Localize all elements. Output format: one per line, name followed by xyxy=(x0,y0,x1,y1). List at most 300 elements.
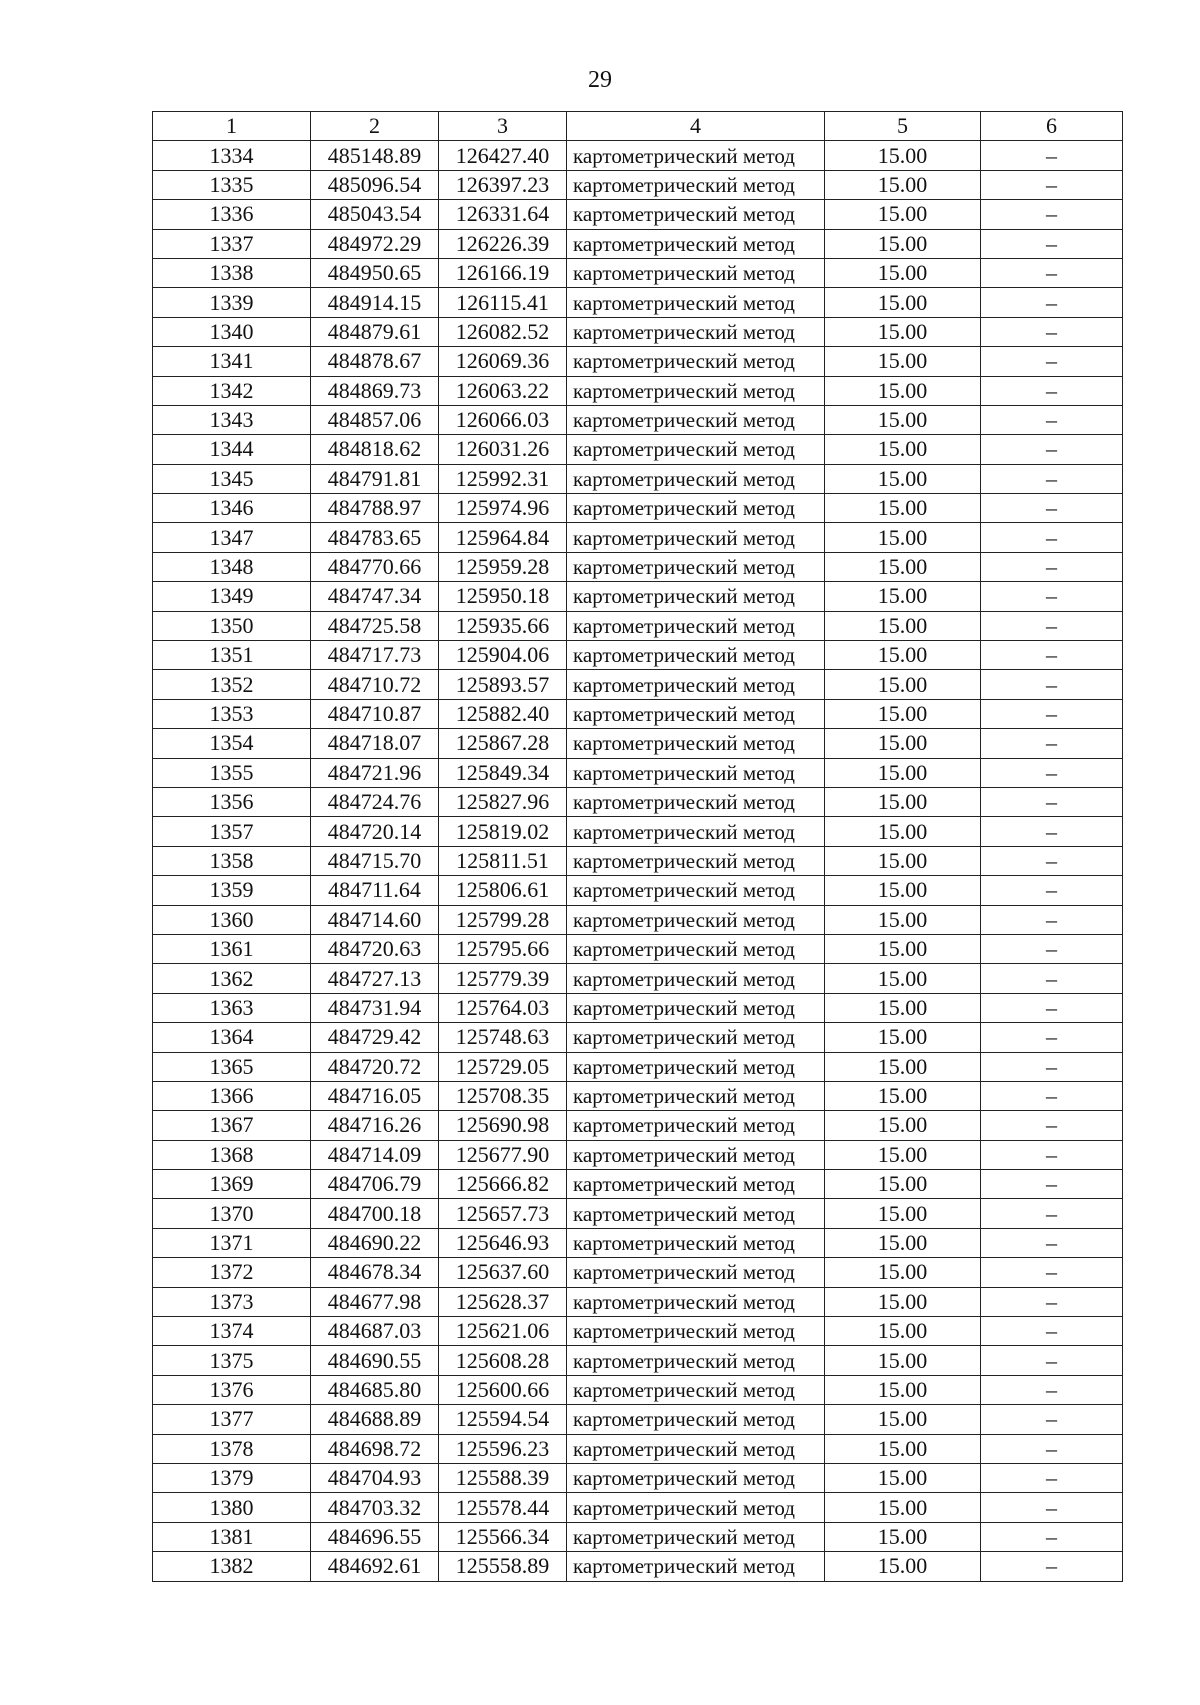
y-coordinate-cell: 125959.28 xyxy=(439,552,567,581)
y-coordinate-cell: 125657.73 xyxy=(439,1199,567,1228)
point-number-cell: 1376 xyxy=(153,1375,311,1404)
y-coordinate-cell: 126063.22 xyxy=(439,376,567,405)
x-coordinate-cell: 484692.61 xyxy=(311,1552,439,1581)
table-row xyxy=(153,611,1123,640)
description-cell: – xyxy=(981,1317,1123,1346)
table-row xyxy=(153,1552,1123,1581)
method-cell: картометрический метод xyxy=(567,523,825,552)
description-cell: – xyxy=(981,1081,1123,1110)
method-cell: картометрический метод xyxy=(567,1111,825,1140)
description-cell: – xyxy=(981,611,1123,640)
point-number-cell: 1371 xyxy=(153,1228,311,1257)
point-number-cell: 1343 xyxy=(153,405,311,434)
description-cell: – xyxy=(981,758,1123,787)
accuracy-cell: 15.00 xyxy=(825,523,981,552)
y-coordinate-cell: 126031.26 xyxy=(439,435,567,464)
table-row xyxy=(153,1170,1123,1199)
y-coordinate-cell: 125594.54 xyxy=(439,1405,567,1434)
x-coordinate-cell: 484950.65 xyxy=(311,258,439,287)
method-cell: картометрический метод xyxy=(567,641,825,670)
description-cell: – xyxy=(981,1111,1123,1140)
x-coordinate-cell: 484724.76 xyxy=(311,787,439,816)
accuracy-cell: 15.00 xyxy=(825,729,981,758)
table-row xyxy=(153,641,1123,670)
column-header-1: 1 xyxy=(153,112,311,141)
table-row xyxy=(153,229,1123,258)
point-number-cell: 1353 xyxy=(153,699,311,728)
x-coordinate-cell: 484690.22 xyxy=(311,1228,439,1257)
y-coordinate-cell: 125799.28 xyxy=(439,905,567,934)
table-row xyxy=(153,758,1123,787)
method-cell: картометрический метод xyxy=(567,1170,825,1199)
y-coordinate-cell: 125748.63 xyxy=(439,1023,567,1052)
accuracy-cell: 15.00 xyxy=(825,1140,981,1169)
x-coordinate-cell: 484770.66 xyxy=(311,552,439,581)
accuracy-cell: 15.00 xyxy=(825,1405,981,1434)
description-cell: – xyxy=(981,1346,1123,1375)
point-number-cell: 1362 xyxy=(153,964,311,993)
point-number-cell: 1361 xyxy=(153,934,311,963)
y-coordinate-cell: 126166.19 xyxy=(439,258,567,287)
description-cell: – xyxy=(981,494,1123,523)
table-row xyxy=(153,729,1123,758)
table-row xyxy=(153,258,1123,287)
accuracy-cell: 15.00 xyxy=(825,1434,981,1463)
x-coordinate-cell: 484878.67 xyxy=(311,347,439,376)
table-row xyxy=(153,817,1123,846)
x-coordinate-cell: 484711.64 xyxy=(311,876,439,905)
description-cell: – xyxy=(981,582,1123,611)
column-header-3: 3 xyxy=(439,112,567,141)
description-cell: – xyxy=(981,229,1123,258)
point-number-cell: 1372 xyxy=(153,1258,311,1287)
table-row xyxy=(153,787,1123,816)
accuracy-cell: 15.00 xyxy=(825,317,981,346)
accuracy-cell: 15.00 xyxy=(825,1228,981,1257)
x-coordinate-cell: 484715.70 xyxy=(311,846,439,875)
accuracy-cell: 15.00 xyxy=(825,817,981,846)
description-cell: – xyxy=(981,405,1123,434)
point-number-cell: 1378 xyxy=(153,1434,311,1463)
method-cell: картометрический метод xyxy=(567,1258,825,1287)
y-coordinate-cell: 126226.39 xyxy=(439,229,567,258)
accuracy-cell: 15.00 xyxy=(825,1287,981,1316)
y-coordinate-cell: 125621.06 xyxy=(439,1317,567,1346)
y-coordinate-cell: 125628.37 xyxy=(439,1287,567,1316)
x-coordinate-cell: 484720.63 xyxy=(311,934,439,963)
x-coordinate-cell: 484818.62 xyxy=(311,435,439,464)
table-row xyxy=(153,699,1123,728)
point-number-cell: 1366 xyxy=(153,1081,311,1110)
accuracy-cell: 15.00 xyxy=(825,846,981,875)
description-cell: – xyxy=(981,1522,1123,1551)
point-number-cell: 1374 xyxy=(153,1317,311,1346)
point-number-cell: 1377 xyxy=(153,1405,311,1434)
description-cell: – xyxy=(981,905,1123,934)
y-coordinate-cell: 125950.18 xyxy=(439,582,567,611)
method-cell: картометрический метод xyxy=(567,787,825,816)
method-cell: картометрический метод xyxy=(567,200,825,229)
method-cell: картометрический метод xyxy=(567,699,825,728)
table-row xyxy=(153,141,1123,170)
x-coordinate-cell: 484698.72 xyxy=(311,1434,439,1463)
method-cell: картометрический метод xyxy=(567,1023,825,1052)
point-number-cell: 1381 xyxy=(153,1522,311,1551)
method-cell: картометрический метод xyxy=(567,1405,825,1434)
table-row xyxy=(153,1258,1123,1287)
description-cell: – xyxy=(981,993,1123,1022)
method-cell: картометрический метод xyxy=(567,1140,825,1169)
table-row xyxy=(153,1111,1123,1140)
description-cell: – xyxy=(981,170,1123,199)
y-coordinate-cell: 126427.40 xyxy=(439,141,567,170)
page-number: 29 xyxy=(588,67,612,93)
table-row xyxy=(153,964,1123,993)
method-cell: картометрический метод xyxy=(567,846,825,875)
accuracy-cell: 15.00 xyxy=(825,993,981,1022)
description-cell: – xyxy=(981,699,1123,728)
point-number-cell: 1364 xyxy=(153,1023,311,1052)
description-cell: – xyxy=(981,1463,1123,1492)
accuracy-cell: 15.00 xyxy=(825,699,981,728)
y-coordinate-cell: 125974.96 xyxy=(439,494,567,523)
y-coordinate-cell: 125596.23 xyxy=(439,1434,567,1463)
x-coordinate-cell: 484706.79 xyxy=(311,1170,439,1199)
method-cell: картометрический метод xyxy=(567,876,825,905)
method-cell: картометрический метод xyxy=(567,552,825,581)
accuracy-cell: 15.00 xyxy=(825,1375,981,1404)
table-row xyxy=(153,288,1123,317)
accuracy-cell: 15.00 xyxy=(825,405,981,434)
y-coordinate-cell: 126066.03 xyxy=(439,405,567,434)
method-cell: картометрический метод xyxy=(567,258,825,287)
point-number-cell: 1341 xyxy=(153,347,311,376)
point-number-cell: 1345 xyxy=(153,464,311,493)
x-coordinate-cell: 484747.34 xyxy=(311,582,439,611)
method-cell: картометрический метод xyxy=(567,611,825,640)
method-cell: картометрический метод xyxy=(567,317,825,346)
accuracy-cell: 15.00 xyxy=(825,1081,981,1110)
table-row xyxy=(153,1228,1123,1257)
point-number-cell: 1354 xyxy=(153,729,311,758)
point-number-cell: 1363 xyxy=(153,993,311,1022)
x-coordinate-cell: 484704.93 xyxy=(311,1463,439,1492)
method-cell: картометрический метод xyxy=(567,1052,825,1081)
point-number-cell: 1368 xyxy=(153,1140,311,1169)
accuracy-cell: 15.00 xyxy=(825,1170,981,1199)
point-number-cell: 1334 xyxy=(153,141,311,170)
point-number-cell: 1348 xyxy=(153,552,311,581)
accuracy-cell: 15.00 xyxy=(825,435,981,464)
description-cell: – xyxy=(981,670,1123,699)
y-coordinate-cell: 126082.52 xyxy=(439,317,567,346)
description-cell: – xyxy=(981,964,1123,993)
method-cell: картометрический метод xyxy=(567,1228,825,1257)
point-number-cell: 1359 xyxy=(153,876,311,905)
description-cell: – xyxy=(981,1434,1123,1463)
x-coordinate-cell: 484677.98 xyxy=(311,1287,439,1316)
y-coordinate-cell: 126069.36 xyxy=(439,347,567,376)
x-coordinate-cell: 484869.73 xyxy=(311,376,439,405)
method-cell: картометрический метод xyxy=(567,934,825,963)
table-row xyxy=(153,582,1123,611)
x-coordinate-cell: 484710.72 xyxy=(311,670,439,699)
table-row xyxy=(153,317,1123,346)
x-coordinate-cell: 485043.54 xyxy=(311,200,439,229)
y-coordinate-cell: 125558.89 xyxy=(439,1552,567,1581)
y-coordinate-cell: 125867.28 xyxy=(439,729,567,758)
x-coordinate-cell: 484710.87 xyxy=(311,699,439,728)
method-cell: картометрический метод xyxy=(567,1346,825,1375)
description-cell: – xyxy=(981,464,1123,493)
y-coordinate-cell: 125637.60 xyxy=(439,1258,567,1287)
y-coordinate-cell: 125811.51 xyxy=(439,846,567,875)
point-number-cell: 1350 xyxy=(153,611,311,640)
method-cell: картометрический метод xyxy=(567,1287,825,1316)
description-cell: – xyxy=(981,1140,1123,1169)
table-row xyxy=(153,376,1123,405)
y-coordinate-cell: 125729.05 xyxy=(439,1052,567,1081)
y-coordinate-cell: 125904.06 xyxy=(439,641,567,670)
y-coordinate-cell: 125608.28 xyxy=(439,1346,567,1375)
point-number-cell: 1373 xyxy=(153,1287,311,1316)
x-coordinate-cell: 484687.03 xyxy=(311,1317,439,1346)
accuracy-cell: 15.00 xyxy=(825,141,981,170)
y-coordinate-cell: 125600.66 xyxy=(439,1375,567,1404)
accuracy-cell: 15.00 xyxy=(825,494,981,523)
y-coordinate-cell: 125566.34 xyxy=(439,1522,567,1551)
point-number-cell: 1360 xyxy=(153,905,311,934)
table-row xyxy=(153,523,1123,552)
x-coordinate-cell: 484727.13 xyxy=(311,964,439,993)
point-number-cell: 1335 xyxy=(153,170,311,199)
accuracy-cell: 15.00 xyxy=(825,1023,981,1052)
x-coordinate-cell: 484729.42 xyxy=(311,1023,439,1052)
y-coordinate-cell: 125764.03 xyxy=(439,993,567,1022)
method-cell: картометрический метод xyxy=(567,1552,825,1581)
table-row xyxy=(153,552,1123,581)
point-number-cell: 1346 xyxy=(153,494,311,523)
x-coordinate-cell: 485148.89 xyxy=(311,141,439,170)
point-number-cell: 1349 xyxy=(153,582,311,611)
x-coordinate-cell: 484718.07 xyxy=(311,729,439,758)
x-coordinate-cell: 484678.34 xyxy=(311,1258,439,1287)
description-cell: – xyxy=(981,523,1123,552)
table-row xyxy=(153,1346,1123,1375)
y-coordinate-cell: 125690.98 xyxy=(439,1111,567,1140)
accuracy-cell: 15.00 xyxy=(825,641,981,670)
table-row xyxy=(153,670,1123,699)
table-row xyxy=(153,905,1123,934)
point-number-cell: 1358 xyxy=(153,846,311,875)
description-cell: – xyxy=(981,934,1123,963)
table-row xyxy=(153,347,1123,376)
point-number-cell: 1338 xyxy=(153,258,311,287)
method-cell: картометрический метод xyxy=(567,1375,825,1404)
point-number-cell: 1351 xyxy=(153,641,311,670)
method-cell: картометрический метод xyxy=(567,376,825,405)
x-coordinate-cell: 484688.89 xyxy=(311,1405,439,1434)
description-cell: – xyxy=(981,1287,1123,1316)
method-cell: картометрический метод xyxy=(567,1463,825,1492)
method-cell: картометрический метод xyxy=(567,905,825,934)
x-coordinate-cell: 484972.29 xyxy=(311,229,439,258)
y-coordinate-cell: 126115.41 xyxy=(439,288,567,317)
method-cell: картометрический метод xyxy=(567,582,825,611)
table-row xyxy=(153,1317,1123,1346)
header-row xyxy=(153,112,1123,141)
description-cell: – xyxy=(981,200,1123,229)
x-coordinate-cell: 484788.97 xyxy=(311,494,439,523)
accuracy-cell: 15.00 xyxy=(825,758,981,787)
accuracy-cell: 15.00 xyxy=(825,200,981,229)
description-cell: – xyxy=(981,288,1123,317)
accuracy-cell: 15.00 xyxy=(825,582,981,611)
x-coordinate-cell: 485096.54 xyxy=(311,170,439,199)
accuracy-cell: 15.00 xyxy=(825,876,981,905)
description-cell: – xyxy=(981,258,1123,287)
description-cell: – xyxy=(981,641,1123,670)
y-coordinate-cell: 125935.66 xyxy=(439,611,567,640)
y-coordinate-cell: 125779.39 xyxy=(439,964,567,993)
y-coordinate-cell: 125708.35 xyxy=(439,1081,567,1110)
description-cell: – xyxy=(981,317,1123,346)
table-row xyxy=(153,435,1123,464)
x-coordinate-cell: 484696.55 xyxy=(311,1522,439,1551)
point-number-cell: 1367 xyxy=(153,1111,311,1140)
table-body xyxy=(153,141,1123,1581)
x-coordinate-cell: 484717.73 xyxy=(311,641,439,670)
description-cell: – xyxy=(981,787,1123,816)
accuracy-cell: 15.00 xyxy=(825,288,981,317)
accuracy-cell: 15.00 xyxy=(825,964,981,993)
table-row xyxy=(153,170,1123,199)
x-coordinate-cell: 484720.72 xyxy=(311,1052,439,1081)
accuracy-cell: 15.00 xyxy=(825,1552,981,1581)
accuracy-cell: 15.00 xyxy=(825,1346,981,1375)
method-cell: картометрический метод xyxy=(567,993,825,1022)
accuracy-cell: 15.00 xyxy=(825,170,981,199)
point-number-cell: 1342 xyxy=(153,376,311,405)
accuracy-cell: 15.00 xyxy=(825,611,981,640)
y-coordinate-cell: 125819.02 xyxy=(439,817,567,846)
description-cell: – xyxy=(981,141,1123,170)
point-number-cell: 1375 xyxy=(153,1346,311,1375)
y-coordinate-cell: 126397.23 xyxy=(439,170,567,199)
point-number-cell: 1347 xyxy=(153,523,311,552)
point-number-cell: 1382 xyxy=(153,1552,311,1581)
method-cell: картометрический метод xyxy=(567,347,825,376)
point-number-cell: 1337 xyxy=(153,229,311,258)
method-cell: картометрический метод xyxy=(567,1317,825,1346)
description-cell: – xyxy=(981,876,1123,905)
table-row xyxy=(153,993,1123,1022)
table-row xyxy=(153,1287,1123,1316)
y-coordinate-cell: 125806.61 xyxy=(439,876,567,905)
x-coordinate-cell: 484731.94 xyxy=(311,993,439,1022)
point-number-cell: 1344 xyxy=(153,435,311,464)
x-coordinate-cell: 484700.18 xyxy=(311,1199,439,1228)
description-cell: – xyxy=(981,1170,1123,1199)
accuracy-cell: 15.00 xyxy=(825,787,981,816)
method-cell: картометрический метод xyxy=(567,1434,825,1463)
accuracy-cell: 15.00 xyxy=(825,1463,981,1492)
y-coordinate-cell: 125882.40 xyxy=(439,699,567,728)
table-row xyxy=(153,1434,1123,1463)
table-row xyxy=(153,464,1123,493)
accuracy-cell: 15.00 xyxy=(825,1052,981,1081)
x-coordinate-cell: 484914.15 xyxy=(311,288,439,317)
method-cell: картометрический метод xyxy=(567,1199,825,1228)
method-cell: картометрический метод xyxy=(567,170,825,199)
x-coordinate-cell: 484690.55 xyxy=(311,1346,439,1375)
accuracy-cell: 15.00 xyxy=(825,1111,981,1140)
column-header-2: 2 xyxy=(311,112,439,141)
description-cell: – xyxy=(981,1493,1123,1522)
accuracy-cell: 15.00 xyxy=(825,1317,981,1346)
point-number-cell: 1336 xyxy=(153,200,311,229)
point-number-cell: 1370 xyxy=(153,1199,311,1228)
x-coordinate-cell: 484716.05 xyxy=(311,1081,439,1110)
y-coordinate-cell: 125578.44 xyxy=(439,1493,567,1522)
description-cell: – xyxy=(981,729,1123,758)
description-cell: – xyxy=(981,435,1123,464)
point-number-cell: 1365 xyxy=(153,1052,311,1081)
description-cell: – xyxy=(981,1052,1123,1081)
table-row xyxy=(153,934,1123,963)
method-cell: картометрический метод xyxy=(567,670,825,699)
description-cell: – xyxy=(981,347,1123,376)
point-number-cell: 1355 xyxy=(153,758,311,787)
y-coordinate-cell: 125992.31 xyxy=(439,464,567,493)
description-cell: – xyxy=(981,817,1123,846)
accuracy-cell: 15.00 xyxy=(825,552,981,581)
accuracy-cell: 15.00 xyxy=(825,1199,981,1228)
method-cell: картометрический метод xyxy=(567,494,825,523)
point-number-cell: 1356 xyxy=(153,787,311,816)
accuracy-cell: 15.00 xyxy=(825,347,981,376)
x-coordinate-cell: 484685.80 xyxy=(311,1375,439,1404)
table-row xyxy=(153,1522,1123,1551)
y-coordinate-cell: 125646.93 xyxy=(439,1228,567,1257)
table-row xyxy=(153,1463,1123,1492)
accuracy-cell: 15.00 xyxy=(825,934,981,963)
description-cell: – xyxy=(981,1405,1123,1434)
method-cell: картометрический метод xyxy=(567,435,825,464)
x-coordinate-cell: 484714.60 xyxy=(311,905,439,934)
column-header-5: 5 xyxy=(825,112,981,141)
method-cell: картометрический метод xyxy=(567,729,825,758)
description-cell: – xyxy=(981,1552,1123,1581)
table-row xyxy=(153,405,1123,434)
table-row xyxy=(153,494,1123,523)
x-coordinate-cell: 484703.32 xyxy=(311,1493,439,1522)
x-coordinate-cell: 484783.65 xyxy=(311,523,439,552)
y-coordinate-cell: 125677.90 xyxy=(439,1140,567,1169)
table-row xyxy=(153,1052,1123,1081)
point-number-cell: 1369 xyxy=(153,1170,311,1199)
description-cell: – xyxy=(981,376,1123,405)
table-row xyxy=(153,846,1123,875)
y-coordinate-cell: 125795.66 xyxy=(439,934,567,963)
method-cell: картометрический метод xyxy=(567,758,825,787)
method-cell: картометрический метод xyxy=(567,817,825,846)
method-cell: картометрический метод xyxy=(567,964,825,993)
column-header-6: 6 xyxy=(981,112,1123,141)
table-row xyxy=(153,1140,1123,1169)
accuracy-cell: 15.00 xyxy=(825,1493,981,1522)
table-row xyxy=(153,1375,1123,1404)
